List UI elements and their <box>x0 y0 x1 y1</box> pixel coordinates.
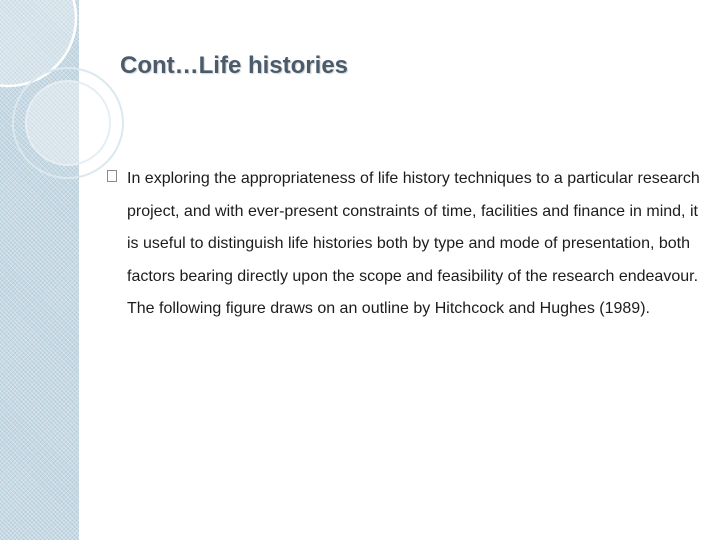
slide-title: Cont…Life histories <box>120 52 349 79</box>
square-bullet-icon <box>107 170 117 182</box>
left-decorative-band <box>0 0 79 540</box>
bullet-text: In exploring the appropriateness of life history techniques to a particular research project, and with ever-present constraints of time, facilities and finance in mind, it is useful to distinguish life histories both by type and mode of presentation, both factors bearing directly upon the scope and feasibility of the research endeavour. The following figure draws on an outline by Hitchcock and Hughes (1989). <box>127 170 700 318</box>
